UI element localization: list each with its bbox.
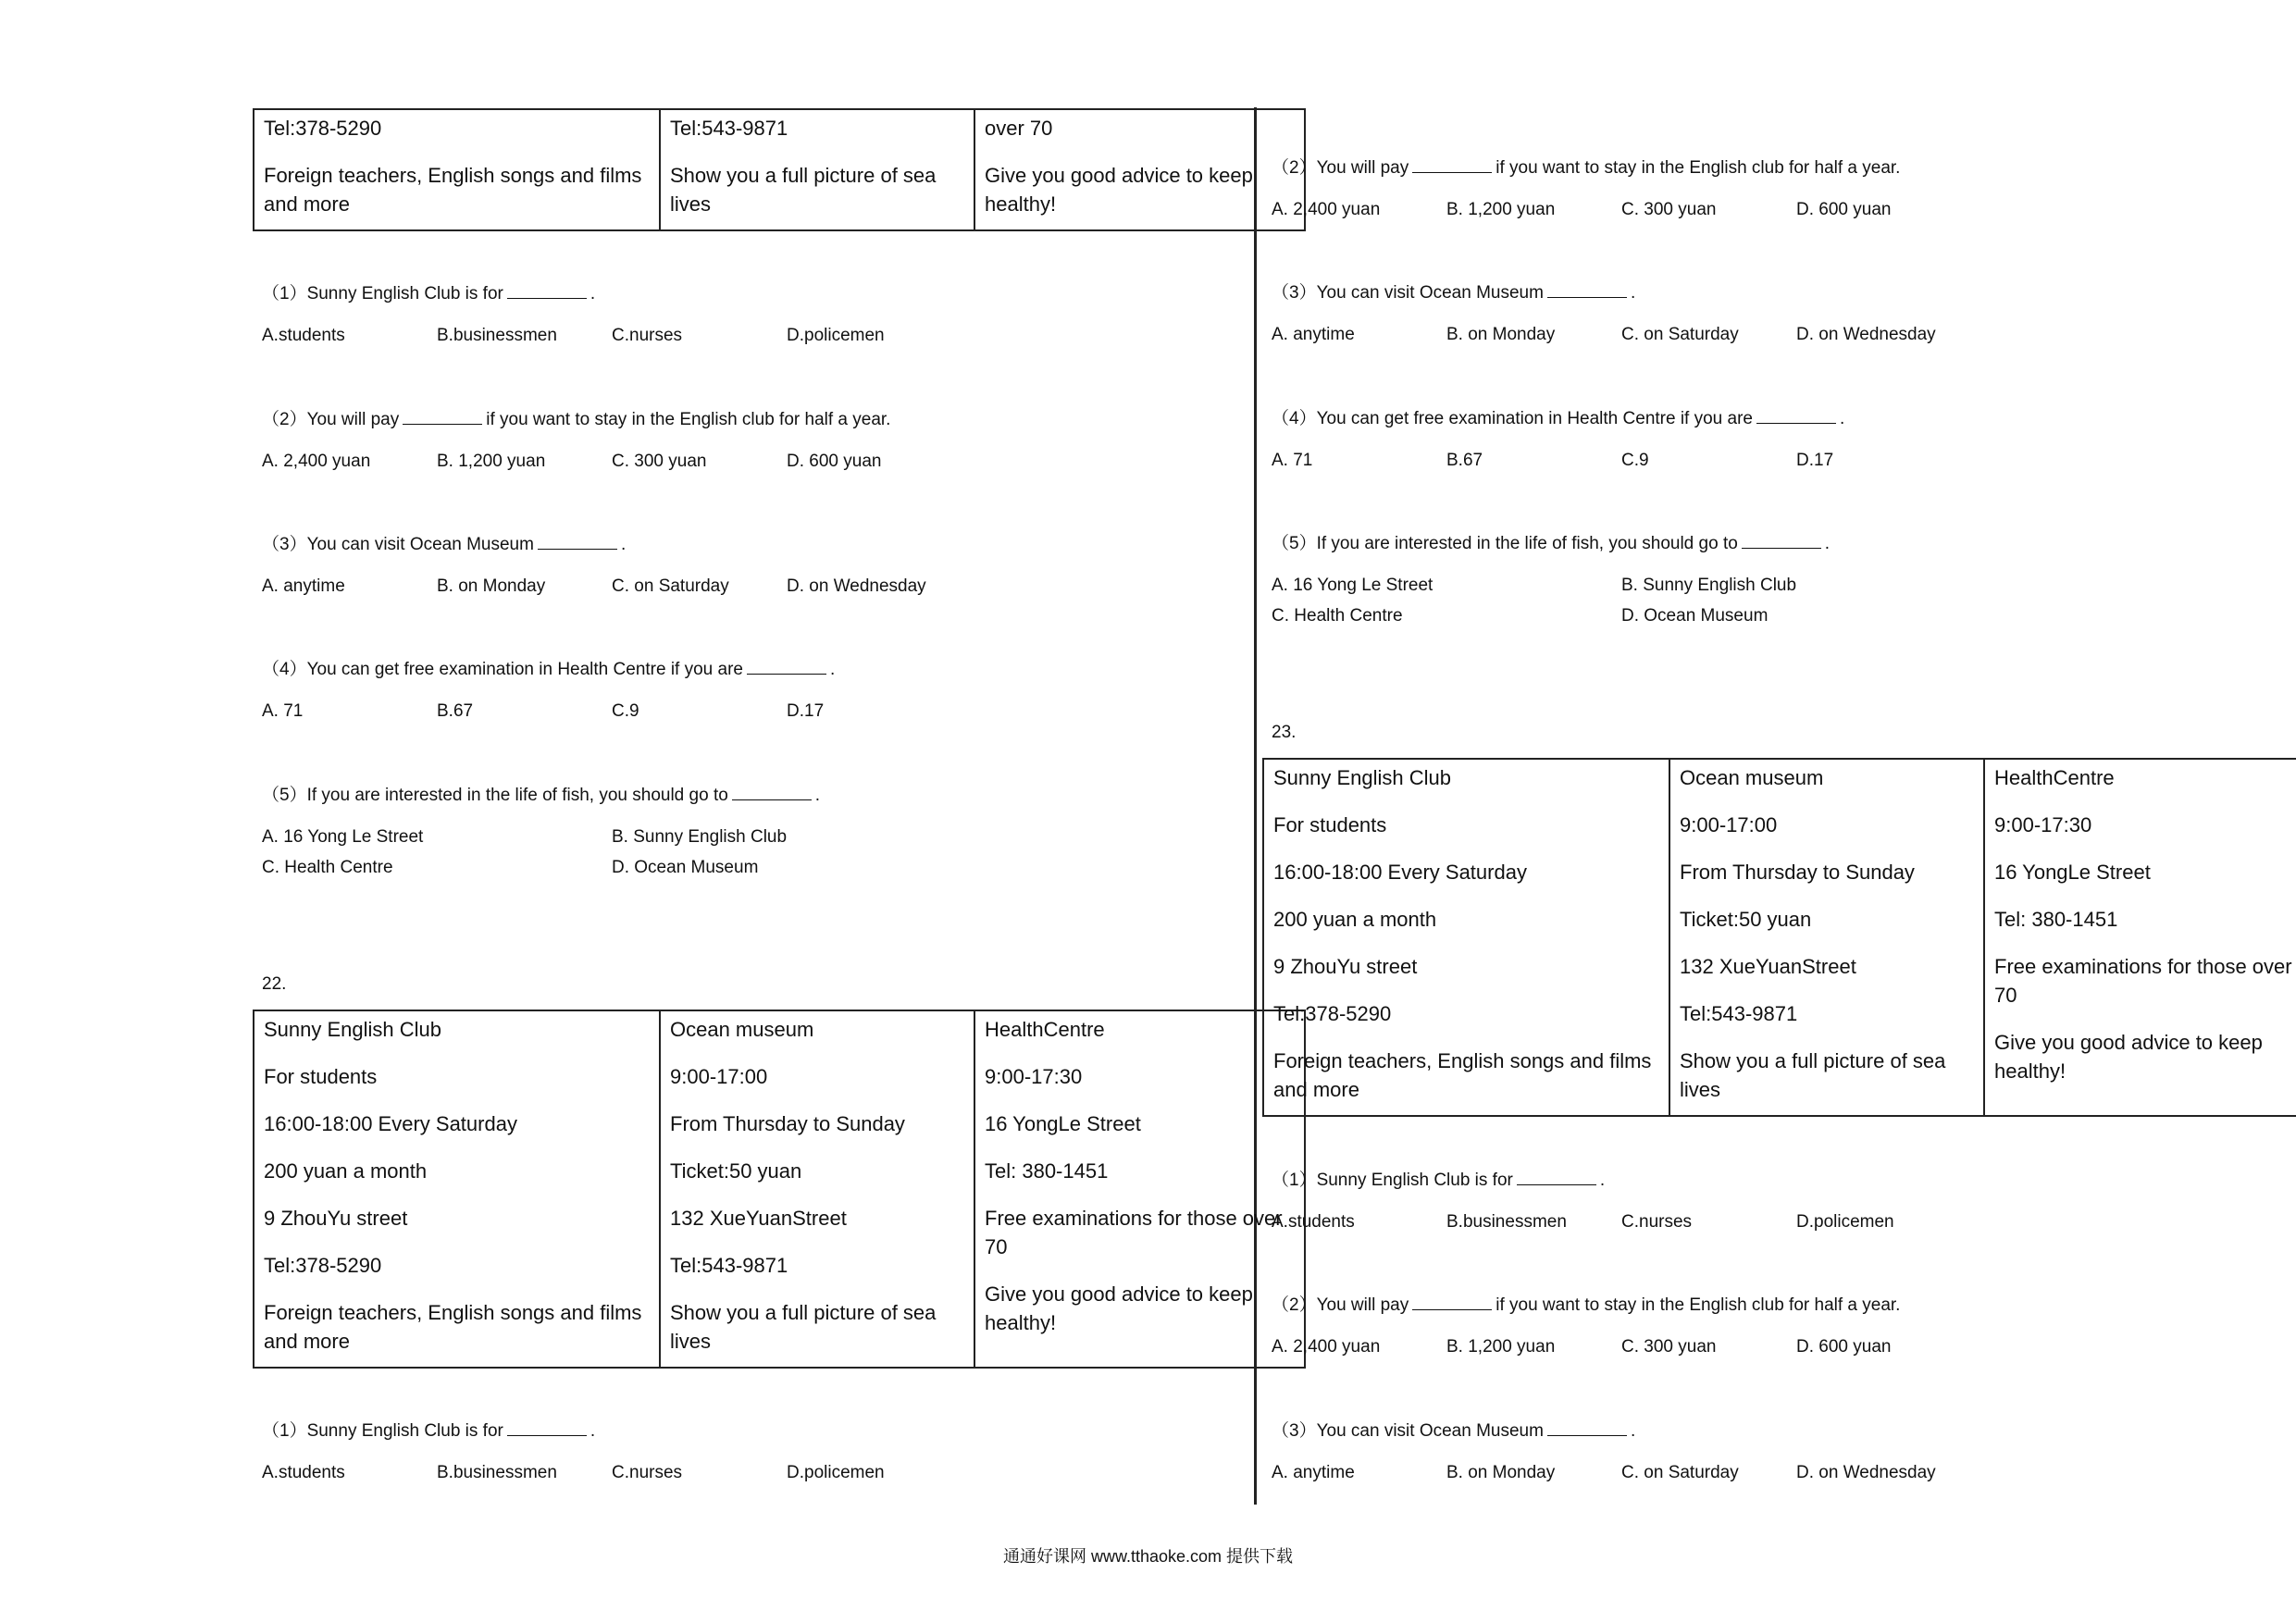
option-d: D. Ocean Museum	[1621, 606, 1769, 626]
option-a: A. anytime	[1272, 325, 1355, 344]
table-cell-sunny-english-club: Sunny English Club For students 16:00-18:00 Every Saturday 200 yuan a month 9 ZhouYu street Tel:378-5290 Foreign teachers, English songs and films and more	[254, 1010, 660, 1368]
question-1-options	[262, 1462, 962, 1484]
option-a: A. 16 Yong Le Street	[262, 827, 424, 847]
answer-blank	[1756, 408, 1836, 424]
answer-blank	[1742, 533, 1821, 549]
option-c: C.nurses	[612, 1463, 683, 1482]
question-1: （1）Sunny English Club is for .	[1272, 1171, 1606, 1190]
option-b: B. on Monday	[1446, 325, 1556, 344]
option-d: D. Ocean Museum	[612, 858, 759, 877]
question-1: （1）Sunny English Club is for .	[262, 1421, 596, 1441]
question-2-options	[262, 451, 962, 473]
question-2-options	[1272, 1336, 1971, 1358]
option-b: B.businessmen	[437, 1463, 557, 1482]
question-2: （2）You will pay if you want to stay in the English club for half a year.	[1272, 1295, 1901, 1315]
table-cell-sunny-english-club: Sunny English Club For students 16:00-18:00 Every Saturday 200 yuan a month 9 ZhouYu street Tel:378-5290 Foreign teachers, English songs and films and more	[1263, 759, 1669, 1116]
option-c: C. on Saturday	[1621, 325, 1739, 344]
option-d: D. on Wednesday	[1796, 325, 1936, 344]
answer-blank	[1547, 1420, 1627, 1436]
option-a: A. 2,400 yuan	[1272, 1337, 1381, 1357]
answer-blank	[1517, 1170, 1596, 1185]
table-cell: Tel:543-9871 Show you a full picture of sea lives	[660, 109, 974, 230]
answer-blank	[507, 1420, 587, 1436]
answer-blank	[732, 785, 812, 800]
question-3-options	[1272, 1462, 1971, 1484]
option-d: D.policemen	[787, 1463, 885, 1482]
option-d: D. 600 yuan	[1796, 200, 1892, 219]
question-2-options	[1272, 199, 1971, 221]
option-c: C. Health Centre	[1272, 606, 1403, 626]
info-table-continued	[253, 108, 1306, 231]
question-1-options	[262, 325, 962, 347]
option-a: A. 16 Yong Le Street	[1272, 576, 1433, 595]
question-5: （5）If you are interested in the life of fish, you should go to .	[262, 786, 821, 805]
question-1-options	[1272, 1211, 1971, 1233]
table-cell-ocean-museum: Ocean museum 9:00-17:00 From Thursday to Sunday Ticket:50 yuan 132 XueYuanStreet Tel:543-9871 Show you a full picture of sea lives	[660, 1010, 974, 1368]
option-c: C. Health Centre	[262, 858, 393, 877]
option-d: D.policemen	[1796, 1212, 1894, 1232]
option-d: D.17	[1796, 451, 1834, 470]
info-table-22	[253, 1010, 1306, 1369]
option-d: D. on Wednesday	[787, 576, 926, 596]
option-a: A.students	[262, 1463, 345, 1482]
option-b: B.67	[437, 701, 474, 721]
option-b: B.67	[1446, 451, 1483, 470]
table-cell: over 70 Give you good advice to keep healthy!	[974, 109, 1305, 230]
option-b: B. on Monday	[1446, 1463, 1556, 1482]
option-d: D. 600 yuan	[787, 452, 882, 471]
question-5: （5）If you are interested in the life of fish, you should go to .	[1272, 534, 1831, 553]
option-d: D. on Wednesday	[1796, 1463, 1936, 1482]
answer-blank	[1547, 282, 1627, 298]
answer-blank	[507, 283, 587, 299]
option-c: C.9	[1621, 451, 1649, 470]
question-4-options	[262, 700, 962, 723]
option-a: A.students	[262, 326, 345, 345]
option-b: B. on Monday	[437, 576, 546, 596]
answer-blank	[403, 409, 482, 425]
answer-blank	[1412, 157, 1492, 173]
option-c: C. on Saturday	[612, 576, 729, 596]
page-footer: 通通好课网 www.tthaoke.com 提供下载	[1002, 1547, 1294, 1566]
answer-blank	[538, 534, 617, 550]
option-a: A. 71	[262, 701, 304, 721]
question-2: （2）You will pay if you want to stay in the English club for half a year.	[262, 410, 891, 429]
option-b: B. 1,200 yuan	[1446, 1337, 1556, 1357]
option-b: B. 1,200 yuan	[1446, 200, 1556, 219]
table-cell: Tel:378-5290 Foreign teachers, English songs and films and more	[254, 109, 660, 230]
question-4: （4）You can get free examination in Health Centre if you are .	[1272, 409, 1845, 428]
question-3-options	[1272, 324, 1971, 346]
question-3: （3）You can visit Ocean Museum .	[262, 535, 627, 554]
table-cell-ocean-museum: Ocean museum 9:00-17:00 From Thursday to Sunday Ticket:50 yuan 132 XueYuanStreet Tel:543-9871 Show you a full picture of sea lives	[1669, 759, 1984, 1116]
option-b: B. 1,200 yuan	[437, 452, 546, 471]
option-c: C. on Saturday	[1621, 1463, 1739, 1482]
option-a: A. 71	[1272, 451, 1313, 470]
option-d: D.17	[787, 701, 825, 721]
question-1: （1）Sunny English Club is for .	[262, 284, 596, 304]
option-d: D.policemen	[787, 326, 885, 345]
question-3: （3）You can visit Ocean Museum .	[1272, 283, 1636, 303]
option-a: A.students	[1272, 1212, 1355, 1232]
option-b: B.businessmen	[1446, 1212, 1567, 1232]
option-b: B. Sunny English Club	[1621, 576, 1797, 595]
option-c: C. 300 yuan	[1621, 1337, 1717, 1357]
option-c: C.nurses	[1621, 1212, 1693, 1232]
table-cell-health-centre: HealthCentre 9:00-17:30 16 YongLe Street Tel: 380-1451 Free examinations for those over 70 Give you good advice to keep healthy!	[1984, 759, 2296, 1116]
option-d: D. 600 yuan	[1796, 1337, 1892, 1357]
option-c: C. 300 yuan	[612, 452, 707, 471]
option-b: B. Sunny English Club	[612, 827, 788, 847]
option-a: A. 2,400 yuan	[262, 452, 371, 471]
answer-blank	[747, 659, 826, 675]
question-5-options	[1272, 575, 1971, 636]
question-3-options	[262, 576, 962, 598]
option-c: C.nurses	[612, 326, 683, 345]
option-a: A. anytime	[1272, 1463, 1355, 1482]
option-a: A. anytime	[262, 576, 345, 596]
option-c: C. 300 yuan	[1621, 200, 1717, 219]
question-2: （2）You will pay if you want to stay in the English club for half a year.	[1272, 158, 1901, 178]
option-a: A. 2,400 yuan	[1272, 200, 1381, 219]
question-number-22: 22.	[262, 974, 287, 994]
question-number-23: 23.	[1272, 723, 1297, 742]
table-cell-health-centre: HealthCentre 9:00-17:30 16 YongLe Street Tel: 380-1451 Free examinations for those over 70 Give you good advice to keep healthy!	[974, 1010, 1305, 1368]
info-table-23	[1262, 758, 2296, 1117]
question-5-options	[262, 826, 962, 887]
question-3: （3）You can visit Ocean Museum .	[1272, 1421, 1636, 1441]
question-4: （4）You can get free examination in Health Centre if you are .	[262, 660, 836, 679]
option-b: B.businessmen	[437, 326, 557, 345]
question-4-options	[1272, 450, 1971, 472]
option-c: C.9	[612, 701, 639, 721]
answer-blank	[1412, 1295, 1492, 1310]
